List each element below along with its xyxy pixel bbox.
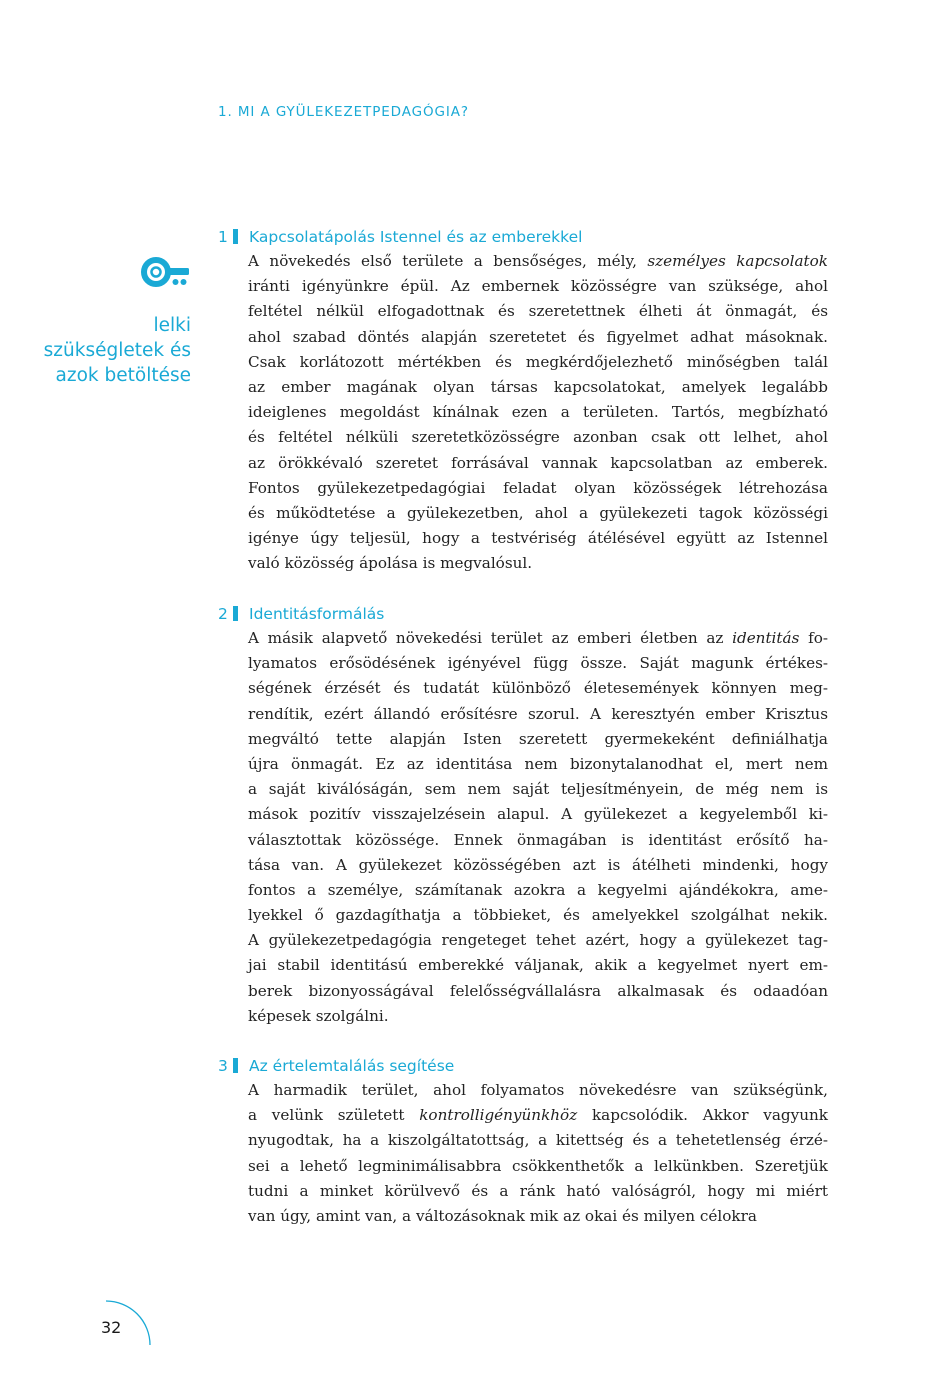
body-text-line: igénye úgy teljesül, hogy a testvériség átélésével együtt az Istennel	[248, 529, 828, 548]
body-text-line: való közösség ápolása is megvalósul.	[248, 554, 533, 573]
body-text-line: a velünk született kontrolligényünkhöz kapcsolódik. Akkor vagyunk	[248, 1106, 828, 1125]
body-text-line: nyugodtak, ha a kiszolgáltatottság, a kitettség és a tehetetlenség érzé-	[248, 1131, 828, 1150]
body-text-line: Csak korlátozott mértékben és megkérdőjelezhető minőségben talál	[248, 352, 828, 371]
body-text-line: választottak közössége. Ennek önmagában is identitást erősítő ha-	[248, 830, 828, 849]
section-title: Az értelemtalálás segítése	[249, 1056, 455, 1075]
body-text-line: iránti igényünkre épül. Az embernek közösségre van szüksége, ahol	[248, 277, 828, 296]
section-heading	[218, 224, 828, 249]
body-text-line: ideiglenes megoldást kínálnak ezen a területen. Tartós, megbízható	[248, 403, 828, 422]
body-text-line: feltétel nélkül elfogadottnak és szeretettnek élheti át önmagát, és	[248, 302, 828, 321]
body-text-line: fontos a személye, számítanak azokra a kegyelmi ajándékokra, ame-	[248, 880, 828, 899]
section-title: Kapcsolatápolás Istennel és az emberekkel	[249, 227, 583, 246]
key-icon	[139, 254, 191, 290]
section-relationships	[218, 224, 828, 576]
section-number: 2	[218, 604, 228, 623]
section-number: 1	[218, 227, 228, 246]
section-title: Identitásformálás	[249, 604, 385, 623]
body-text-line: Fontos gyülekezetpedagógiai feladat olyan közösségek létrehozása	[248, 478, 828, 497]
body-text-line: és feltétel nélküli szeretetközösségre azonban csak ott lelhet, ahol	[248, 428, 828, 447]
page-number: 32	[101, 1318, 122, 1337]
section-identity	[218, 601, 828, 1029]
sidebar-label	[20, 313, 191, 388]
body-text-line: sei a lehető legminimálisabbra csökkenthetők a lelkünkben. Szeretjük	[248, 1156, 828, 1175]
body-text-line: berek bizonyosságával felelősségvállalásra alkalmasak és odaadóan	[248, 981, 828, 1000]
body-text-line: A másik alapvető növekedési terület az emberi életben az identitás fo-	[248, 629, 828, 647]
section-heading	[218, 601, 828, 626]
body-text-line: tudni a minket körülvevő és a ránk ható valóságról, hogy mi miért	[248, 1181, 828, 1200]
section-number: 3	[218, 1056, 228, 1075]
section-marker-bar	[233, 229, 238, 244]
body-text-line: képesek szolgálni.	[248, 1006, 389, 1025]
section-heading	[218, 1053, 828, 1078]
body-text-line: tása van. A gyülekezet közösségében azt is átélheti mindenki, hogy	[248, 855, 828, 874]
body-text-line: lyamatos erősödésének igényével függ össze. Saját magunk értékes-	[248, 654, 828, 673]
sidebar-label-line: szükségletek és	[43, 340, 191, 361]
body-text-line: lyekkel ő gazdagíthatja a többieket, és amelyekkel szolgálhat nekik.	[248, 906, 828, 925]
body-text-line: a saját kiválóságán, sem nem saját teljesítményein, de még nem is	[248, 780, 828, 799]
section-marker-bar	[233, 1058, 238, 1073]
section-marker-bar	[233, 606, 238, 621]
body-text-line: az ember magának olyan társas kapcsolatokat, amelyek legalább	[248, 377, 828, 396]
body-text-line: és működtetése a gyülekezetben, ahol a gyülekezeti tagok közösségi	[248, 503, 828, 522]
body-text-line: ahol szabad döntés alapján szeretetet és figyelmet adhat másoknak.	[248, 327, 828, 346]
sidebar-label-line: lelki	[153, 315, 191, 336]
body-text-line: az örökkévaló szeretet forrásával vannak kapcsolatban az emberek.	[248, 453, 828, 472]
body-text-line: A harmadik terület, ahol folyamatos növekedésre van szükségünk,	[248, 1081, 828, 1099]
sidebar-label-line: azok betöltése	[55, 365, 191, 386]
body-text-line: van úgy, amint van, a változásoknak mik az okai és milyen célokra	[248, 1206, 757, 1225]
body-text-line: mások pozitív visszajelzésein alapul. A gyülekezet a kegyelemből ki-	[248, 805, 828, 824]
body-text-line: rendítik, ezért állandó erősítésre szorul. A keresztyén ember Krisztus	[248, 704, 828, 723]
body-text-line: jai stabil identitású emberekké váljanak, akik a kegyelmet nyert em-	[248, 956, 828, 975]
running-header: 1. MI A GYÜLEKEZETPEDAGÓGIA?	[218, 104, 469, 120]
body-text-line: A növekedés első területe a bensőséges, mély, személyes kapcsolatok	[248, 252, 828, 270]
body-text-line: újra önmagát. Ez az identitása nem bizonytalanodhat el, mert nem	[248, 754, 828, 773]
sidebar-note	[20, 254, 191, 388]
section-meaning	[218, 1053, 828, 1229]
body-text-line: A gyülekezetpedagógia rengeteget tehet azért, hogy a gyülekezet tag-	[248, 931, 828, 950]
body-text-line: ségének érzését és tudatát különböző életesemények könnyen meg-	[248, 679, 828, 698]
body-text-line: megváltó tette alapján Isten szeretett gyermekeként definiálhatja	[248, 729, 828, 748]
